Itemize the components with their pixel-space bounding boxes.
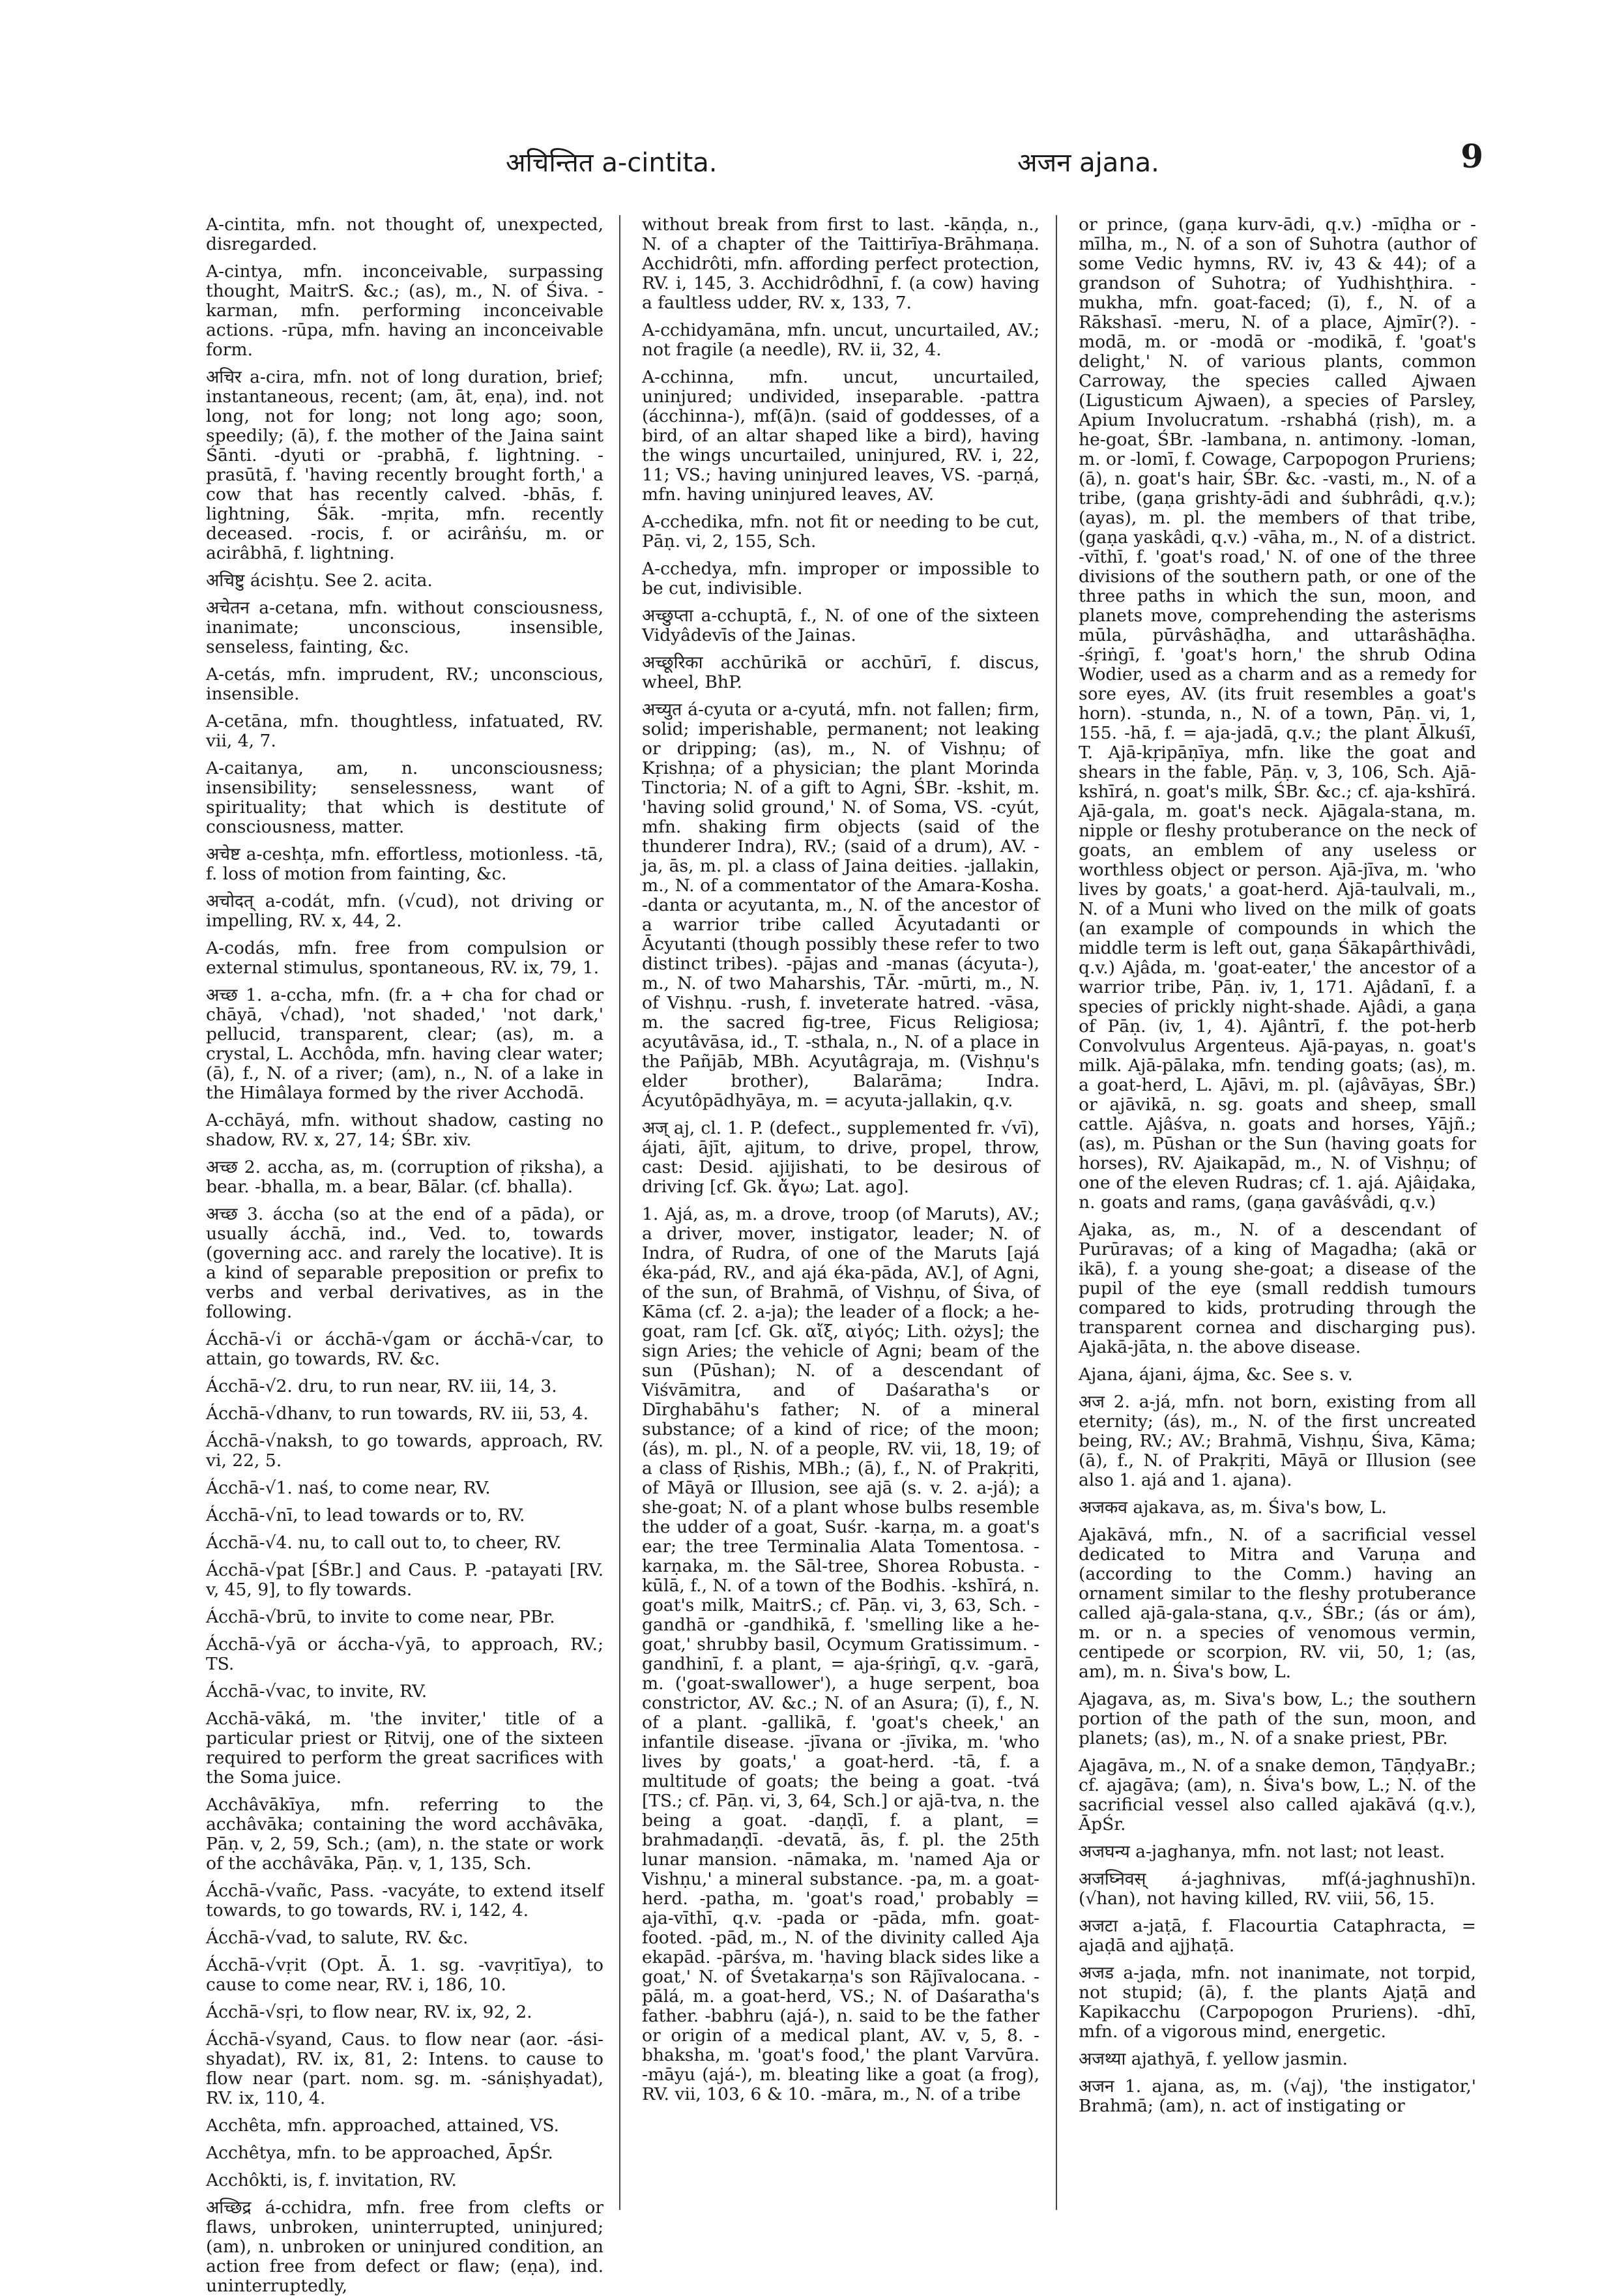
page-number: 9 [1460, 137, 1483, 175]
dictionary-entry: अजघन्य a-jaghanya, mfn. not last; not least. [1079, 1842, 1446, 1862]
column-right [1079, 215, 1476, 2210]
dictionary-entry: अज 2. a-já, mfn. not born, existing from all eternity; (ás), m., N. of the first uncreated being, RV.; AV.; Brahmā, Vishṇu, Śiva, Kāma; (ā), f., N. of Prakṛiti, Māyā or Illusion (see also 1. ajá and 1. ajana). [1079, 1392, 1476, 1490]
dictionary-entry: अचेष्ट a-ceshṭa, mfn. effortless, motionless. -tā, f. loss of motion from fainting, &c. [206, 844, 603, 884]
dictionary-entry: 1. Ajá, as, m. a drove, troop (of Maruts), AV.; a driver, mover, instigator, leader; N. of Indra, of Rudra, of one of the Maruts [ajá éka-pád, RV., and ajá éka-pāda, AV.], of Agni, of the sun, of Brahmā, of Vishṇu, of Śiva, of Kāma (cf. 2. a-ja); the leader of a flock; a he-goat, ram [cf. Gk. αἴξ, αἰγός; Lith. ożys]; the sign Aries; the vehicle of Agni; beam of the sun (Pūshan); N. of a descendant of Viśvāmitra, and of Daśaratha's or Dīrghabāhu's father; N. of a mineral substance; of a kind of rice; of the moon; (ás), m. pl., N. of a people, RV. vii, 18, 19; of a class of Ṛishis, MBh.; (ā), f., N. of Prakṛiti, of Māyā or Illusion, see ajā (s. v. 2. a-já); a she-goat; N. of a plant whose bulbs resemble the udder of a goat, Suśr. -karṇa, m. a goat's ear; the tree Terminalia Alata Tomentosa. -karṇaka, m. the Sāl-tree, Shorea Robusta. -kūlā, f., N. of a town of the Bodhis. -kshīrá, n. goat's milk, MaitrS.; cf. Pāṇ. vi, 3, 63, Sch. -gandhā or -gandhikā, f. 'smelling like a he-goat,' shrubby basil, Ocymum Gratissimum. -gandhinī, f. a plant, = aja-śṛiṅgī, q.v. -garā, m. ('goat-swallower'), a huge serpent, boa constrictor, AV. &c.; N. of an Asura; (ī), f., N. of a plant. -gallikā, f. 'goat's cheek,' an infantile disease. -jīvana or -jīvika, m. 'who lives by goats,' a goat-herd. -tā, f. a multitude of goats; the being a goat. -tvá [TS.; cf. Pāṇ. vi, 3, 64, Sch.] or ajā-tva, n. the being a goat. -daṇḍī, f. a plant, = brahmadaṇḍī. -devatā, ās, f. pl. the 25th lunar mansion. -nāmaka, m. 'named Aja or Vishṇu,' a mineral substance. -pa, m. a goat-herd. -patha, m. 'goat's road,' probably = aja-vīthī, q.v. -pada or -pāda, mfn. goat-footed. -pād, m., N. of the divinity called Aja ekapād. -pārśva, m. 'having black sides like a goat,' N. of Śvetakarṇa's son Rājīvalocana. -pālá, m. a goat-herd, VS.; N. of Daśaratha's father. -babhru (ajá-), n. said to be the father or origin of a medical plant, AV. v, 5, 8. -bhaksha, m. 'goat's food,' the plant Varvūra. -māyu (ajá-), m. bleating like a goat (a frog), RV. vii, 103, 6 & 10. -māra, m., N. of a tribe [642, 1204, 1039, 2104]
dictionary-entry: Ácchā-√vṛit (Opt. Ā. 1. sg. -vavṛitīya), to cause to come near, RV. i, 186, 10. [206, 1955, 603, 1995]
running-head-left: अचिन्तित a-cintita. [506, 148, 718, 178]
dictionary-entry: Ácchā-√pat [ŚBr.] and Caus. P. -patayati [RV. v, 45, 9], to fly towards. [206, 1560, 603, 1600]
dictionary-entry: Ácchā-√i or ácchā-√gam or ácchā-√car, to attain, go towards, RV. &c. [206, 1329, 603, 1369]
column-divider [619, 215, 620, 2210]
dictionary-entry: अच्छ 1. a-ccha, mfn. (fr. a + cha for chad or chāyā, √chad), 'not shaded,' 'not dark,' pellucid, transparent, clear; (as), m. a crystal, L. Acchôda, mfn. having clear water; (ā), f., N. of a river; (am), n., N. of a lake in the Himâlaya formed by the river Acchodā. [206, 985, 603, 1103]
column-left [206, 214, 603, 2296]
dictionary-entry: without break from first to last. -kāṇḍa, n., N. of a chapter of the Taittirīya-Brāhmaṇa. Acchidrôti, mfn. affording perfect protection, RV. i, 145, 3. Acchidrôdhnī, f. (a cow) having a faultless udder, RV. x, 133, 7. [642, 214, 1039, 313]
dictionary-entry: Ácchā-√nī, to lead towards or to, RV. [206, 1505, 525, 1525]
dictionary-entry: Ácchā-√syand, Caus. to flow near (aor. -ási-shyadat), RV. ix, 81, 2: Intens. to cause to flow near (part. nom. sg. m. -sániṣhyadat), RV. ix, 110, 4. [206, 2029, 603, 2108]
dictionary-entry: A-cetás, mfn. imprudent, RV.; unconscious, insensible. [206, 664, 603, 704]
dictionary-entry: अचिष्टु ácishṭu. See 2. acita. [206, 570, 433, 591]
dictionary-entry: Ácchā-√vac, to invite, RV. [206, 1681, 428, 1701]
dictionary-entry: Acchôkti, is, f. invitation, RV. [206, 2170, 457, 2190]
dictionary-entry: A-cchedika, mfn. not fit or needing to be cut, Pāṇ. vi, 2, 155, Sch. [642, 512, 1039, 552]
dictionary-entry: A-codás, mfn. free from compulsion or external stimulus, spontaneous, RV. ix, 79, 1. [206, 938, 603, 978]
dictionary-entry: Ácchā-√naksh, to go towards, approach, RV. vi, 22, 5. [206, 1431, 603, 1471]
dictionary-entry: or prince, (gaṇa kurv-ādi, q.v.) -mīḍha or -mīlha, m., N. of a son of Suhotra (author of some Vedic hymns, RV. iv, 43 & 44); of a grandson of Suhotra; of Yudhishṭhira. -mukha, mfn. goat-faced; (ī), f., N. of a Rākshasī. -meru, N. of a place, Ajmīr(?). -modā, m. or -modā or -modikā, f. 'goat's delight,' N. of various plants, common Carroway, the species called Ajwaen (Ligusticum Ajwaen), a species of Parsley, Apium Involucratum. -rshabhá (ṛish), m. a he-goat, ŚBr. -lambana, n. antimony. -loman, m. or -lomī, f. Cowage, Carpopogon Pruriens; (ā), n. goat's hair, ŚBr. &c. -vasti, m., N. of a tribe, (gaṇa grishty-ādi and śubhrâdi, q.v.); (ayas), m. pl. the members of that tribe, (gaṇa yaskâdi, q.v.) -vāha, m., N. of a district. -vīthī, f. 'goat's road,' N. of one of the three divisions of the southern path, or one of the three paths in which the sun, moon, and planets move, comprehending the asterisms mūla, pūrvâshāḍha, and uttarâshāḍha. -śṛiṅgī, f. 'goat's horn,' the shrub Odina Wodier, used as a charm and as a remedy for sore eyes, AV. (its fruit resembles a goat's horn). -stunda, n., N. of a town, Pāṇ. vi, 1, 155. -hā, f. = aja-jadā, q.v.; the plant Ālkuśī, T. Ajā-kṛipāṇīya, mfn. like the goat and shears in the fable, Pāṇ. v, 3, 106, Sch. Ajā-kshīrá, n. goat's milk, ŚBr. &c.; cf. aja-kshīrá. Ajā-gala, m. goat's neck. Ajāgala-stana, m. nipple or fleshy protuberance on the neck of goats, an emblem of any useless or worthless object or person. Ajā-jīva, m. 'who lives by goats,' a goat-herd. Ajā-taulvali, m., N. of a Muni who lived on the milk of goats (an example of compounds in which the middle term is left out, gaṇa Śākapârthivâdi, q.v.) Ajâda, m. 'goat-eater,' the ancestor of a warrior tribe, Pāṇ. iv, 1, 171. Ajâdanī, f. a species of prickly night-shade. Ajâdi, a gaṇa of Pāṇ. (iv, 1, 4). Ajântrī, f. the pot-herb Convolvulus Argenteus. Ajā-payas, n. goat's milk. Ajā-pālaka, mfn. tending goats; (as), m. a goat-herd, L. Ajāvi, m. pl. (ajâvāyas, ŚBr.) or ajāvikā, n. sg. goats and sheep, small cattle. Ajâśva, n. goats and horses, Yājñ.; (as), m. Pūshan or the Sun (having goats for horses), RV. Ajaikapād, m., N. of Vishṇu; of one of the eleven Rudras; cf. 1. ajá. Ajâiḍaka, n. goats and rams, (gaṇa gavâśvâdi, q.v.) [1079, 214, 1476, 1213]
dictionary-entry: अच्छ 2. accha, as, m. (corruption of ṛiksha), a bear. -bhalla, m. a bear, Bālar. (cf. bhalla). [206, 1157, 603, 1197]
column-divider [1056, 215, 1057, 2210]
dictionary-entry: Ácchā-√brū, to invite to come near, PBr. [206, 1607, 555, 1627]
dictionary-entry: अज् aj, cl. 1. P. (defect., supplemented fr. √vī), ájati, ājīt, ajitum, to drive, propel, throw, cast: Desid. ajijishati, to be desirous of driving [cf. Gk. ἄγω; Lat. ago]. [642, 1118, 1039, 1197]
dictionary-entry: Ajagāva, m., N. of a snake demon, TāṇḍyaBr.; cf. ajagāva; (am), n. Śiva's bow, L.; N. of the sacrificial vessel also called ajakāvá (q.v.), ĀpŚr. [1079, 1756, 1476, 1834]
dictionary-entry: Ácchā-√dhanv, to run towards, RV. iii, 53, 4. [206, 1404, 589, 1424]
dictionary-entry: Acchêtya, mfn. to be approached, ĀpŚr. [206, 2143, 553, 2163]
dictionary-entry: अच्युत á-cyuta or a-cyutá, mfn. not fallen; firm, solid; imperishable, permanent; not leaking or dripping; (as), m., N. of Vishṇu; of Kṛishṇa; of a physician; the plant Morinda Tinctoria; N. of a gift to Agni, ŚBr. -kshit, m. 'having solid ground,' N. of Soma, VS. -cyút, mfn. shaking firm objects (said of the thunderer Indra), RV.; (said of a drum), AV. -ja, ās, m. pl. a class of Jaina deities. -jallakin, m., N. of a commentator of the Amara-Kosha. -danta or acyutanta, m., N. of the ancestor of a warrior tribe called Ācyutadanti or Ācyutanti (though possibly these refer to two distinct tribes). -pājas and -manas (ácyuta-), m., N. of two Maharshis, TĀr. -mūrti, m., N. of Vishṇu. -rush, f. inveterate hatred. -vāsa, m. the sacred fig-tree, Ficus Religiosa; acyutâvāsa, id., T. -sthala, n., N. of a place in the Pañjāb, MBh. Acyutâgraja, m. (Vishṇu's elder brother), Balarāma; Indra. Ácyutôpādhyāya, m. = acyuta-jallakin, q.v. [642, 699, 1039, 1111]
dictionary-entry: A-cintita, mfn. not thought of, unexpected, disregarded. [206, 214, 603, 254]
dictionary-entry: अच्छूरिका acchūrikā or acchūrī, f. discus, wheel, BhP. [642, 653, 1039, 692]
dictionary-entry: A-caitanya, am, n. unconsciousness; insensibility; senselessness, want of spirituality; that which is destitute of consciousness, matter. [206, 758, 603, 837]
dictionary-entry: A-cchedya, mfn. improper or impossible to be cut, indivisible. [642, 559, 1039, 598]
dictionary-entry: अजन 1. ajana, as, m. (√aj), 'the instigator,' Brahmā; (am), n. act of instigating or [1079, 2076, 1476, 2116]
dictionary-entry: A-cetāna, mfn. thoughtless, infatuated, RV. vii, 4, 7. [206, 711, 603, 751]
dictionary-entry: अचेतन a-cetana, mfn. without consciousness, inanimate; unconscious, insensible, senseless, fainting, &c. [206, 598, 603, 657]
dictionary-entry: Ácchā-√yā or áccha-√yā, to approach, RV.; TS. [206, 1634, 603, 1674]
dictionary-entry: Ácchā-√2. dru, to run near, RV. iii, 14, 3. [206, 1376, 557, 1396]
dictionary-entry: Ajagava, as, m. Siva's bow, L.; the southern portion of the path of the sun, moon, and planets; (as), m., N. of a snake priest, PBr. [1079, 1689, 1476, 1748]
dictionary-entry: A-cchāyá, mfn. without shadow, casting no shadow, RV. x, 27, 14; ŚBr. xiv. [206, 1110, 603, 1150]
dictionary-entry: Acchâvākīya, mfn. referring to the acchâvāka; containing the word acchâvāka, Pāṇ. v, 2, 59, Sch.; (am), n. the state or work of the acchâvāka, Pāṇ. v, 1, 135, Sch. [206, 1795, 603, 1874]
dictionary-entry: अजकव ajakava, as, m. Śiva's bow, L. [1079, 1497, 1387, 1518]
dictionary-entry: Ácchā-√vañc, Pass. -vacyáte, to extend itself towards, to go towards, RV. i, 142, 4. [206, 1881, 603, 1921]
dictionary-entry: अचिर a-cira, mfn. not of long duration, brief; instantaneous, recent; (am, āt, eṇa), ind. not long, not for long; not long ago; soon, speedily; (ā), f. the mother of the Jaina saint Śānti. -dyuti or -prabhā, f. lightning. -prasūtā, f. 'having recently brought forth,' a cow that has recently calved. -bhās, f. lightning, Śāk. -mṛita, mfn. recently deceased. -rocis, f. or acirâṅśu, m. or acirâbhā, f. lightning. [206, 367, 603, 563]
dictionary-entry: अजड a-jaḍa, mfn. not inanimate, not torpid, not stupid; (ā), f. the plants Ajaṭā and Kapikacchu (Carpopogon Pruriens). -dhī, mfn. of a vigorous mind, energetic. [1079, 1963, 1476, 2042]
dictionary-entry: अच्छिद्र á-cchidra, mfn. free from clefts or flaws, unbroken, uninterrupted, uninjured; (am), n. unbroken or uninjured condition, an action free from defect or flaw; (eṇa), ind. uninterruptedly, [206, 2198, 603, 2296]
dictionary-entry: अजटा a-jaṭā, f. Flacourtia Cataphracta, = ajaḍā and ajjhaṭā. [1079, 1916, 1476, 1956]
dictionary-entry: Acchêta, mfn. approached, attained, VS. [206, 2115, 559, 2136]
running-head-center: अजन ajana. [1017, 148, 1159, 178]
dictionary-entry: A-cchidyamāna, mfn. uncut, uncurtailed, AV.; not fragile (a needle), RV. ii, 32, 4. [642, 320, 1039, 360]
dictionary-entry: अच्छ 3. áccha (so at the end of a pāda), or usually ácchā, ind., Ved. to, towards (governing acc. and rarely the locative). It is a kind of separable preposition or prefix to verbs and verbal derivatives, as in the following. [206, 1204, 603, 1322]
dictionary-entry: Ajana, ájani, ájma, &c. See s. v. [1079, 1364, 1353, 1385]
column-middle [642, 215, 1039, 2210]
dictionary-entry: Ácchā-√sṛi, to flow near, RV. ix, 92, 2. [206, 2002, 532, 2022]
dictionary-entry: Ácchā-√4. nu, to call out to, to cheer, RV. [206, 1533, 562, 1553]
dictionary-entry: अजथ्या ajathyā, f. yellow jasmin. [1079, 2049, 1348, 2069]
dictionary-entry: Ajakāvá, mfn., N. of a sacrificial vessel dedicated to Mitra and Varuṇa and (according to the Comm.) having an ornament similar to the fleshy protuberance called ajā-gala-stana, q.v., ŚBr.; (ás or ám), m. or n. a species of venomous vermin, centipede or scorpion, RV. vii, 50, 1; (as, am), m. n. Śiva's bow, L. [1079, 1525, 1476, 1682]
dictionary-entry: अजघ्निवस् á-jaghnivas, mf(á-jaghnushī)n. (√han), not having killed, RV. viii, 56, 15. [1079, 1869, 1476, 1909]
dictionary-entry: A-cchinna, mfn. uncut, uncurtailed, uninjured; undivided, inseparable. -pattra (ácchinna-), mf(ā)n. (said of goddesses, of a bird, of an altar shaped like a bird), having the wings uncurtailed, uninjured, RV. i, 22, 11; VS.; having uninjured leaves, VS. -parṇá, mfn. having uninjured leaves, AV. [642, 367, 1039, 505]
dictionary-entry: Ajaka, as, m., N. of a descendant of Purūravas; of a king of Magadha; (akā or ikā), f. a young she-goat; a disease of the pupil of the eye (small reddish tumours compared to kids, protruding through the transparent cornea and discharging pus). Ajakā-jāta, n. the above disease. [1079, 1220, 1476, 1357]
dictionary-entry: Ácchā-√vad, to salute, RV. &c. [206, 1928, 469, 1948]
dictionary-entry: अचोदत् a-codát, mfn. (√cud), not driving or impelling, RV. x, 44, 2. [206, 891, 603, 931]
page-header [206, 130, 1483, 189]
dictionary-entry: Acchā-vāká, m. 'the inviter,' title of a particular priest or Ṛitvij, one of the sixteen required to perform the great sacrifices with the Soma juice. [206, 1709, 603, 1788]
dictionary-entry: Ácchā-√1. naś, to come near, RV. [206, 1478, 491, 1498]
dictionary-entry: A-cintya, mfn. inconceivable, surpassing thought, MaitrS. &c.; (as), m., N. of Śiva. -karman, mfn. performing inconceivable actions. -rūpa, mfn. having an inconceivable form. [206, 261, 603, 360]
dictionary-entry: अच्छुप्ता a-cchuptā, f., N. of one of the sixteen Vidyâdevīs of the Jainas. [642, 606, 1039, 645]
